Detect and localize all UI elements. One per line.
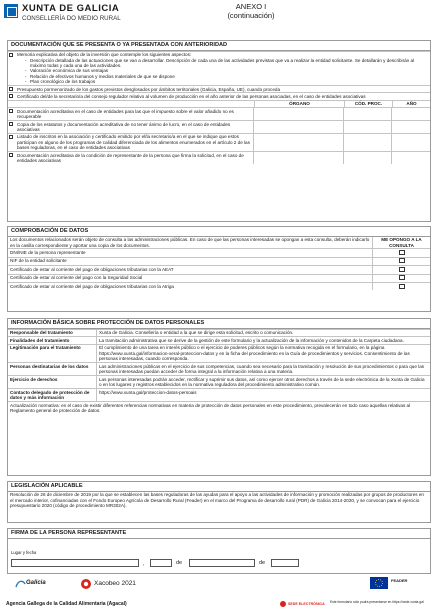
doc-row-label: Documentación acreditativa de la condición de representante de la persona que firma la solicitud, en el caso de entidades asociativas [17,152,244,163]
year-field[interactable] [271,559,299,567]
data-check-row [8,282,430,290]
doc-row-label: Documentación acreditativa en el caso de entidades para las que el impuesto sobre el valor añadido no es recuperable [17,108,234,120]
certificado-label: Certificado del/de la secretario/a del consejo regulador relativo al volumen de producción en el año anterior de las personas asociadas, en el caso de entidades asociativas [17,93,366,99]
privacy-value: La tramitación administrativa que se derive de la gestión de este formulario y la actualización de la información y contenidos de la Carpeta ciudadana. [96,336,430,344]
data-check-intro: Los documentos relacionados serán objeto de consulta a las administraciones públicas. En caso de que las personas interesadas se opongan a esta consulta, deberán indicarlo en la casilla correspondiente y aportar una copia de los documentos. [10,237,370,248]
day-field[interactable] [150,559,172,567]
brand-name: XUNTA DE GALICIA [22,3,120,14]
cod-proc-field[interactable] [343,152,391,164]
cod-proc-field[interactable] [343,121,391,133]
oppose-checkbox[interactable] [399,267,405,272]
privacy-key: Ejercicio de derechos [8,375,96,388]
department-name: CONSELLERÍA DO MEDIO RURAL [22,15,121,22]
memoria-bullet: - Valoración económica de sus ventajas [25,68,428,73]
doc-row-checkbox[interactable] [9,109,13,113]
data-check-row [8,274,430,282]
privacy-key: Personas destinatarias de los datos [8,362,96,375]
doc-columns-header [8,100,430,107]
xunta-logo-icon [4,4,18,18]
page-header [0,0,438,34]
column-organo: ÓRGANO [254,101,344,107]
annex-subtitle: (continuación) [227,11,275,21]
oppose-column-header: ME OPONGO A LA CONSULTA [372,237,430,249]
doc-row-checkbox[interactable] [9,122,13,126]
oppose-checkbox[interactable] [399,258,405,263]
ano-field[interactable] [391,108,430,120]
doc-row-memoria [8,51,430,85]
eu-flag-icon [370,577,388,589]
data-check-row [8,265,430,273]
privacy-key: Responsable del tratamiento [8,329,96,337]
doc-row-label: Listado de inscritos en la asociación y certificado emitido por el/la secretario/a en el que se indique que estos participan en alguno de los programas de calidad diferenciada de los alimentos enumerados en el artículo 2 de las bases reguladoras, en el caso de entidades asociativas [17,134,250,151]
ano-field[interactable] [391,134,430,151]
cod-proc-field[interactable] [343,108,391,120]
privacy-key: Finalidades del tratamiento [8,336,96,344]
privacy-table [8,329,430,402]
doc-row-presupuesto [8,85,430,92]
memoria-label: Memoria explicativa del objeto de la inversión que contemple los siguientes aspectos: [17,52,192,58]
place-date-label: Lugar y fecha [11,550,37,555]
month-field[interactable] [189,559,255,567]
organo-field[interactable] [253,108,343,120]
doc-row-checkbox[interactable] [9,135,13,139]
ano-field[interactable] [391,152,430,164]
certificado-checkbox[interactable] [9,94,13,98]
privacy-contact-link[interactable]: https://www.xunta.gal/proteccion-datos-persoais [96,388,430,401]
data-check-intro-row [8,237,430,249]
data-check-section [7,226,431,312]
legislation-text: Resolución de 26 de diciembre de 2019 por la que se establecen las bases reguladoras de las ayudas para el apoyo a las actividades de información y promoción realizadas por grupos de productores en el mercado interior, cofinanciadas con el Fondo Europeo Agrícola de Desarrollo Rural (Feader) en el marco del Programa de desarrollo rural (PDR) de Galicia 2014-2020, y se convocan para el ejercicio presupuestario 2020 (código de procedimiento MR302A). [10,492,424,508]
column-ano: AÑO [392,101,430,107]
xacobeo-logo-text: Xacobeo 2021 [94,580,136,587]
page-footer [0,574,438,614]
agency-name: Agencia Gallega de la Calidad Alimentaria (Agacal) [6,601,127,607]
documentation-title: DOCUMENTACIÓN QUE SE PRESENTA O YA PRESENTADA CON ANTERIORIDAD [8,41,430,51]
oppose-checkbox[interactable] [399,250,405,255]
oppose-checkbox[interactable] [399,275,405,280]
privacy-value: El cumplimiento de una tarea en interés público o el ejercicio de poderes públicos según la normativa recogida en el formulario, en la página https://www.xunta.gal/informacion-xeral-proteccion-datos y en la ficha del procedimiento en la Guía de procedimientos y servicios. Consentimiento de las personas interesadas, cuando corresponda. [96,344,430,362]
annex-title: ANEXO I [235,2,267,11]
privacy-title: INFORMACIÓN BÁSICA SOBRE PROTECCIÓN DE DATOS PERSONALES [8,319,430,329]
sede-label: SEDE ELECTRÓNICA [288,602,325,606]
de-label: de [259,560,266,566]
column-cod-proc: CÓD. PROC. [344,101,392,107]
data-check-row [8,257,430,265]
feader-text: FEADER [391,578,408,583]
privacy-key: Contacto delegado de protección de datos y más información [8,388,96,401]
organo-field[interactable] [253,121,343,133]
xacobeo-logo-icon [80,578,92,590]
doc-table-row [8,151,430,164]
privacy-section [7,318,431,476]
signature-title: FIRMA DE LA PERSONA REPRESENTANTE [8,529,430,539]
data-check-label: Certificado de estar al corriente del pago con la Seguridad Social [10,275,143,281]
organo-field[interactable] [253,152,343,164]
privacy-footer: Actualización normativa: en el caso de existir diferentes referencias normativas en materia de protección de datos personales en este procedimiento, prevalecerán en todo caso aquellas relativas al Reglamento general de protección de datos. [8,401,430,414]
signature-section [7,528,431,574]
annex-heading [196,2,306,21]
legislation-section [7,481,431,523]
memoria-bullet: - Plan cronológico de los trabajos [25,79,428,84]
doc-table-row [8,133,430,151]
memoria-bullet: - Relación de efectivos humanos y medios materiales de que se dispone [25,74,428,79]
data-check-label: Certificado de estar al corriente del pago de obligaciones tributarias con la AEAT [10,266,174,272]
privacy-value: Las administraciones públicas en el ejercicio de sus competencias, cuando sea necesario para la tramitación y resolución de sus procedimientos o para que las personas interesadas puedan acceder de forma integral a la información relativa a una materia. [96,362,430,375]
organo-field[interactable] [253,134,343,151]
date-separator: , [143,561,145,567]
presupuesto-checkbox[interactable] [9,87,13,91]
ano-field[interactable] [391,121,430,133]
presupuesto-label: Presupuesto pormenorizado de los gastos previstos desglosados por ámbitos territoriales (Galicia, España, UE), cuando proceda [17,86,281,92]
doc-row-certificado [8,92,430,99]
privacy-value: Xunta de Galicia. Consellería o entidad a la que se dirige esta solicitud, escrito o comunicación. [96,329,430,337]
doc-table-row [8,120,430,133]
memoria-bullet: - Descripción detallada de las actuaciones que se van a desarrollar. Descripción de cada una de las actividades previstas que va a realizar la entidad solicitante. Se detallarán y describirán al máximo todas y cada una de las actividades. [25,58,428,69]
doc-row-label: Copia de los estatutos y documentación acreditativa de no tener ánimo de lucro, en el caso de entidades asociativas [17,121,231,132]
galicia-logo-text: Galicia [26,580,46,586]
privacy-key: Legitimación para el tratamiento [8,344,96,362]
de-label: de [176,560,183,566]
sede-icon [280,601,286,607]
doc-table-row [8,107,430,120]
documentation-section [7,40,431,222]
oppose-checkbox[interactable] [399,284,405,289]
data-check-label: DNI/NIE de la persona representante [10,249,86,255]
privacy-value: Las personas interesadas podrán acceder, rectificar y suprimir sus datos, así como ejercer otros derechos a través de la sede electrónica de la Xunta de Galicia o en los lugares y registros establecidos en la normativa reguladora del procedimiento administrativo común. [96,375,430,388]
data-check-title: COMPROBACIÓN DE DATOS [8,227,430,237]
data-check-row [8,248,430,256]
doc-row-checkbox[interactable] [9,153,13,157]
data-check-label: Certificado de estar al corriente del pago de obligaciones tributarias con la Atriga [10,283,174,289]
memoria-checkbox[interactable] [9,53,13,57]
sede-note: Este formulario sólo podrá presentarse en https://sede.xunta.gal [330,600,424,604]
legislation-title: LEGISLACIÓN APLICABLE [8,482,430,492]
data-check-label: NIF de la entidad solicitante [10,258,67,264]
cod-proc-field[interactable] [343,134,391,151]
place-field[interactable] [11,559,139,567]
